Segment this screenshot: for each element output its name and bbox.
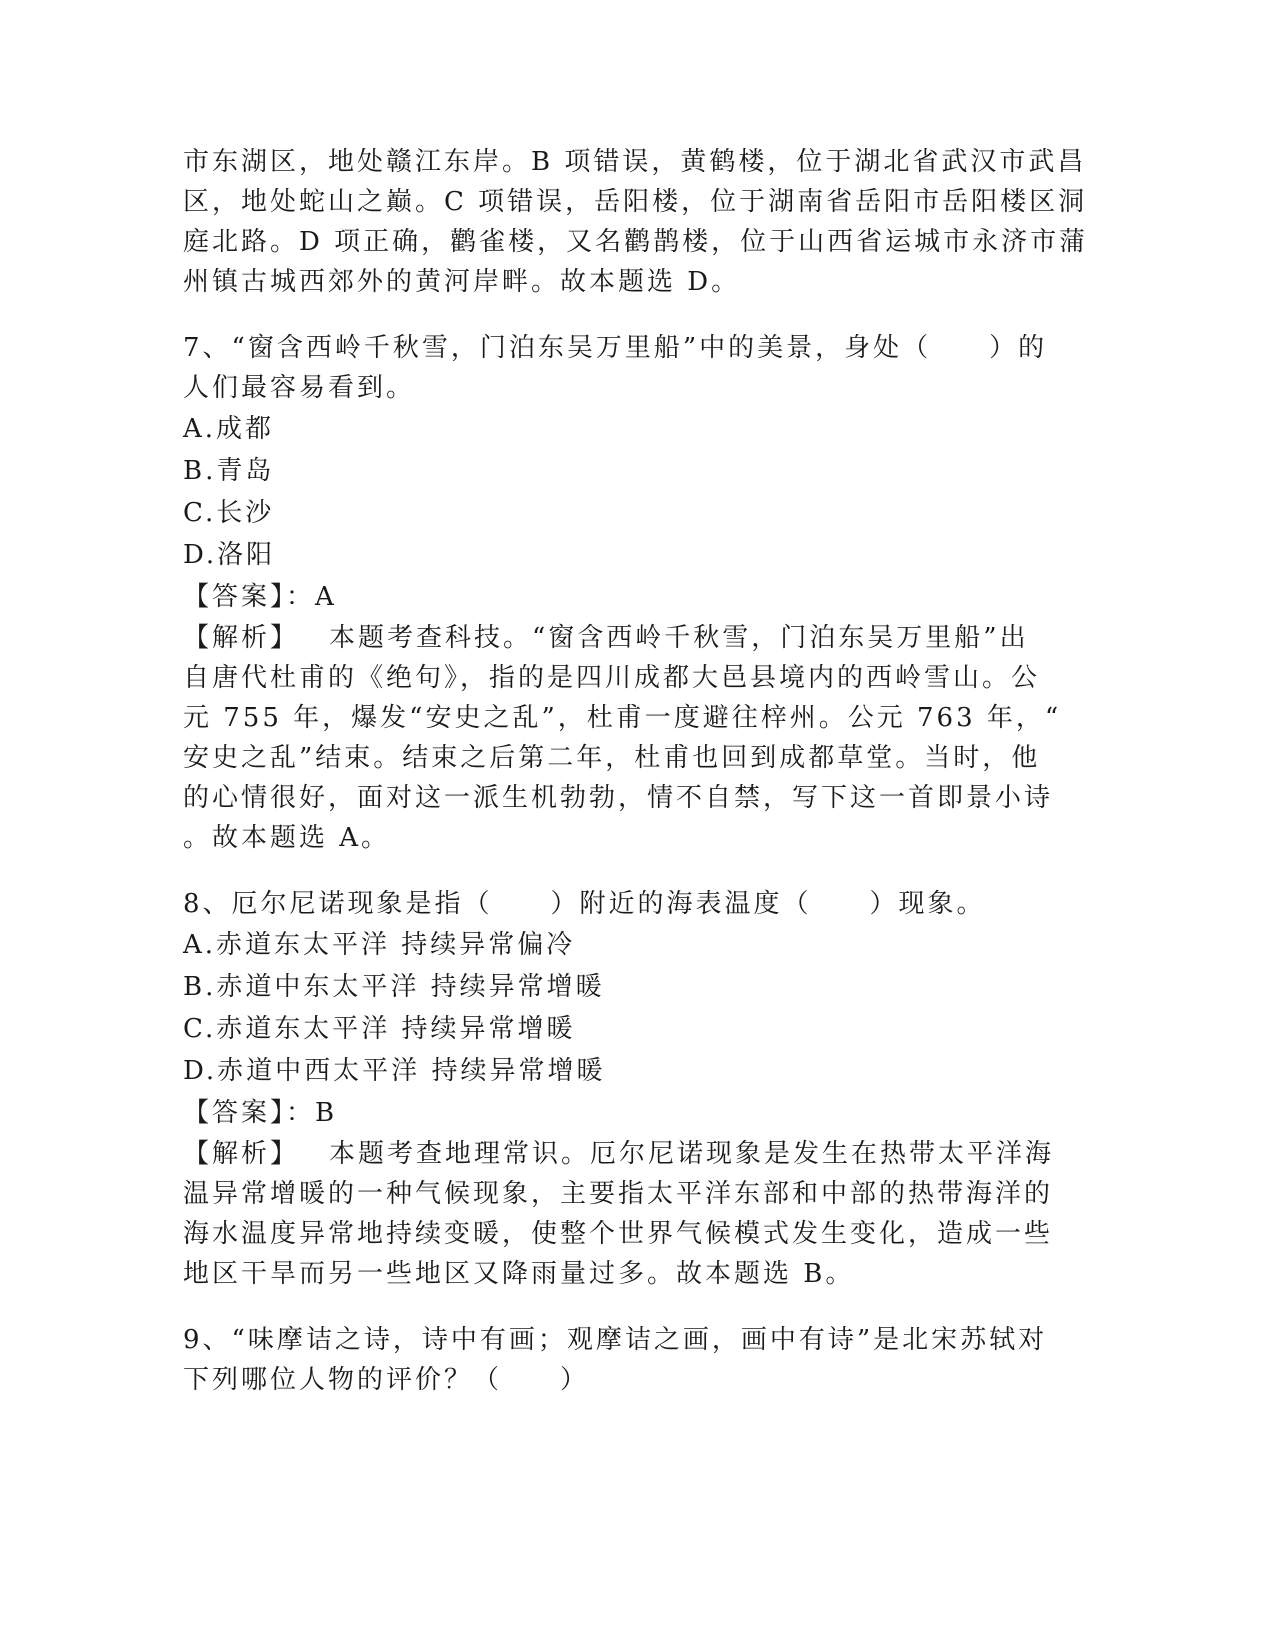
option-a: A.赤道东太平洋 持续异常偏冷 xyxy=(183,930,576,960)
answer-line xyxy=(183,576,1083,618)
question-7 xyxy=(183,328,1083,858)
analysis-line xyxy=(183,1134,1083,1174)
analysis-line: 温异常增暖的一种气候现象，主要指太平洋东部和中部的热带海洋的 xyxy=(183,1179,1054,1209)
option-a: A.成都 xyxy=(183,414,275,444)
analysis-label: 【解析】 xyxy=(183,1139,300,1169)
analysis-text: 本题考查地理常识。厄尔尼诺现象是发生在热带太平洋海 xyxy=(329,1139,1055,1169)
analysis-line xyxy=(183,618,1083,658)
answer-label: 【答案】： xyxy=(183,582,316,612)
text-line: 市东湖区，地处赣江东岸。B 项错误，黄鹤楼，位于湖北省武汉市武昌 xyxy=(183,147,1087,177)
analysis-line: 。故本题选 A。 xyxy=(183,823,391,853)
option-c: C.赤道东太平洋 持续异常增暖 xyxy=(183,1014,576,1044)
analysis-line: 自唐代杜甫的《绝句》，指的是四川成都大邑县境内的西岭雪山。公 xyxy=(183,663,1041,693)
question-stem-line: 8、厄尔尼诺现象是指（ ）附近的海表温度（ ）现象。 xyxy=(183,889,986,919)
text-line: 庭北路。D 项正确，鹳雀楼，又名鹳鹊楼，位于山西省运城市永济市蒲 xyxy=(183,227,1089,257)
analysis-line: 元 755 年，爆发“安史之乱”，杜甫一度避往梓州。公元 763 年，“ xyxy=(183,703,1062,733)
option-d: D.赤道中西太平洋 持续异常增暖 xyxy=(183,1056,606,1086)
question-stem-line: 人们最容易看到。 xyxy=(183,373,416,403)
text-line: 区，地处蛇山之巅。C 项错误，岳阳楼，位于湖南省岳阳市岳阳楼区洞 xyxy=(183,187,1088,217)
question-stem-line: 下列哪位人物的评价？（ ） xyxy=(183,1365,590,1395)
question-stem-line: 7、“窗含西岭千秋雪，门泊东吴万里船”中的美景，身处（ ）的 xyxy=(183,333,1048,363)
analysis-line: 地区干旱而另一些地区又降雨量过多。故本题选 B。 xyxy=(183,1259,855,1289)
question-9 xyxy=(183,1320,1083,1400)
analysis-line: 安史之乱”结束。结束之后第二年，杜甫也回到成都草堂。当时，他 xyxy=(183,743,1041,773)
option-b: B.赤道中东太平洋 持续异常增暖 xyxy=(183,972,605,1002)
previous-analysis-continuation xyxy=(183,142,1089,302)
question-stem-line: 9、“味摩诘之诗，诗中有画；观摩诘之画，画中有诗”是北宋苏轼对 xyxy=(183,1325,1048,1355)
analysis-text: 本题考查科技。“窗含西岭千秋雪，门泊东吴万里船”出 xyxy=(329,623,1029,653)
analysis-line: 的心情很好，面对这一派生机勃勃，情不自禁，写下这一首即景小诗 xyxy=(183,783,1054,813)
option-b: B.青岛 xyxy=(183,456,275,486)
answer-value: B xyxy=(315,1098,338,1128)
analysis-label: 【解析】 xyxy=(183,623,300,653)
document-page xyxy=(183,142,1089,1400)
option-d: D.洛阳 xyxy=(183,540,276,570)
answer-value: A xyxy=(315,582,337,612)
answer-label: 【答案】： xyxy=(183,1098,316,1128)
option-c: C.长沙 xyxy=(183,498,275,528)
question-8 xyxy=(183,884,1083,1294)
analysis-line: 海水温度异常地持续变暖，使整个世界气候模式发生变化，造成一些 xyxy=(183,1219,1054,1249)
answer-line xyxy=(183,1092,1083,1134)
text-line: 州镇古城西郊外的黄河岸畔。故本题选 D。 xyxy=(183,267,741,297)
